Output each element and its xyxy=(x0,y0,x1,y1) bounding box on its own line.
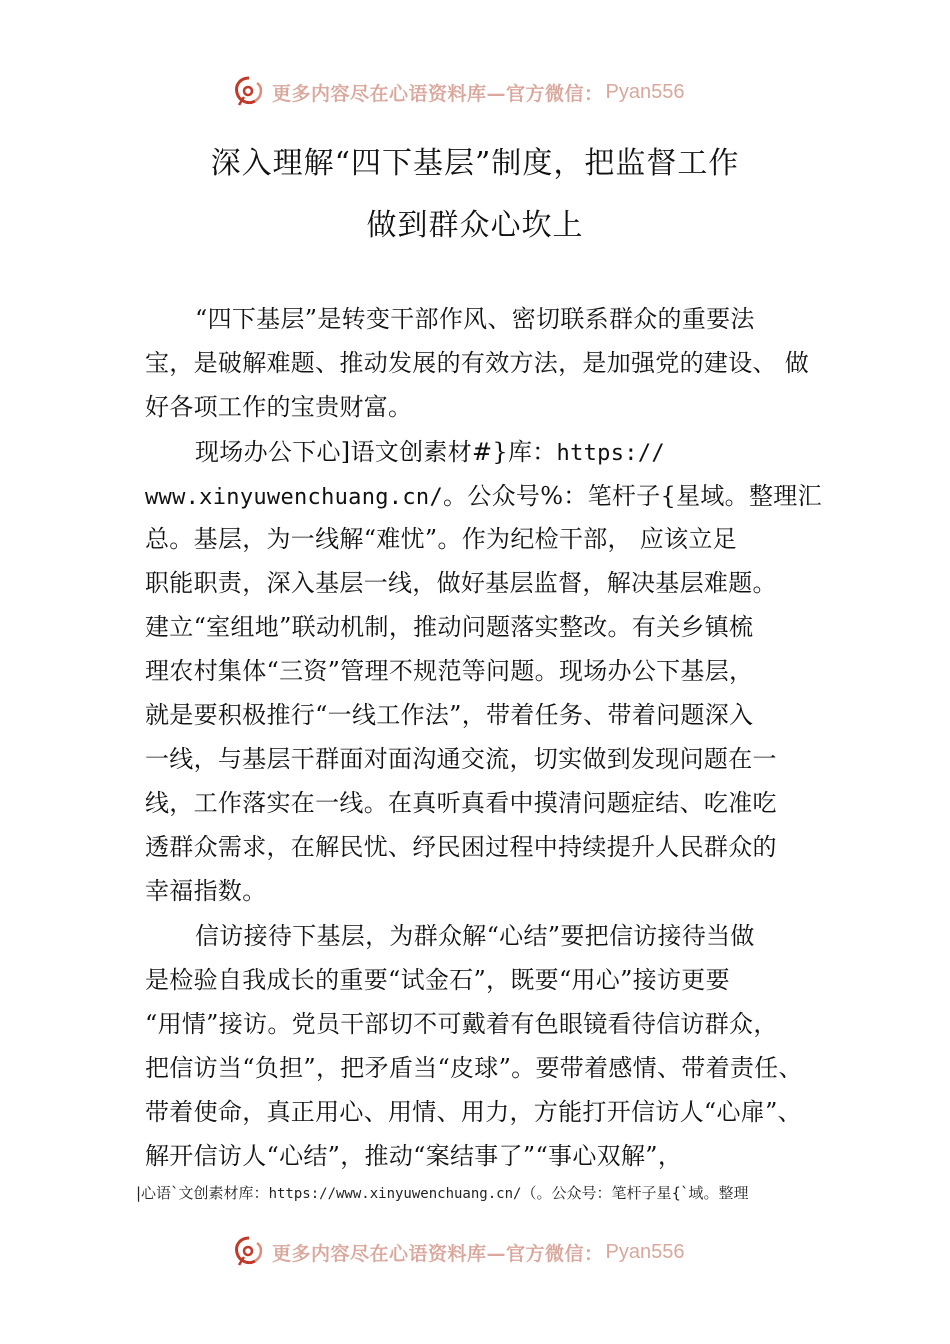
swirl-logo-icon xyxy=(232,75,266,109)
source-url-part-2: www.xinyuwenchuang.cn/ xyxy=(145,485,443,510)
source-url-part-1: https:// xyxy=(556,441,665,466)
paragraph-2-line-4: 职能职责，深入基层一线，做好基层监督，解决基层难题。 xyxy=(145,569,777,597)
paragraph-2-line-11: 幸福指数。 xyxy=(145,877,267,905)
paragraph-3-line-3: “用情”接访。党员干部切不可戴着有色眼镜看待信访群众， xyxy=(145,1010,778,1038)
paragraph-3-line-4: 把信访当“负担”，把矛盾当“皮球”。要带着感情、带着责任、 xyxy=(145,1054,803,1082)
document-title-line-1: 深入理解“四下基层”制度，把监督工作 xyxy=(210,146,740,181)
footer-source-note: （。公众号：笔杆子星{`域。整理 xyxy=(521,1184,749,1202)
paragraph-3-line-6: 解开信访人“心结”，推动“案结事了”“事心双解”， xyxy=(145,1142,683,1170)
paragraph-2-line-2-text: 。公众号%：笔杆子{星域。整理汇 xyxy=(443,482,822,510)
header-banner xyxy=(232,72,732,112)
paragraph-2-line-6: 理农村集体“三资”管理不规范等问题。现场办公下基层， xyxy=(145,657,754,685)
paragraph-2-line-1-text: 现场办公下心]语文创素材#}库： xyxy=(195,438,557,466)
footer-source-url: https://www.xinyuwenchuang.cn/ xyxy=(268,1186,522,1202)
paragraph-1-line-3: 好各项工作的宝贵财富。 xyxy=(145,393,413,421)
banner-wechat-id: Pyan556 xyxy=(605,80,685,103)
banner-text: 更多内容尽在心语资料库—官方微信： xyxy=(272,82,604,105)
footer-source-label: |心语`文创素材库： xyxy=(136,1184,269,1202)
paragraph-3-line-2: 是检验自我成长的重要“试金石”，既要“用心”接访更要 xyxy=(145,966,730,994)
paragraph-2-line-1 xyxy=(195,436,895,470)
paragraph-1-line-1: “四下基层”是转变干部作风、密切联系群众的重要法 xyxy=(195,305,755,333)
swirl-logo-icon xyxy=(232,1235,266,1269)
paragraph-3-line-1: 信访接待下基层，为群众解“心结”要把信访接待当做 xyxy=(195,922,755,950)
paragraph-2-line-8: 一线，与基层干群面对面沟通交流，切实做到发现问题在一 xyxy=(145,745,777,773)
footer-source-line xyxy=(136,1182,836,1203)
paragraph-2-line-9: 线，工作落实在一线。在真听真看中摸清问题症结、吃准吃 xyxy=(145,789,777,817)
paragraph-2-line-2 xyxy=(145,480,845,514)
paragraph-2-line-5: 建立“室组地”联动机制，推动问题落实整改。有关乡镇梳 xyxy=(145,613,754,641)
document-title-line-2: 做到群众心坎上 xyxy=(366,208,584,243)
banner-text: 更多内容尽在心语资料库—官方微信： xyxy=(272,1242,604,1265)
paragraph-3-line-5: 带着使命，真正用心、用情、用力，方能打开信访人“心扉”、 xyxy=(145,1098,802,1126)
paragraph-2-line-10: 透群众需求，在解民忧、纾民困过程中持续提升人民群众的 xyxy=(145,833,777,861)
paragraph-1-line-2: 宝，是破解难题、推动发展的有效方法，是加强党的建设、 做 xyxy=(145,349,810,377)
footer-banner xyxy=(232,1232,732,1272)
paragraph-2-line-3: 总。基层，为一线解“难忧”。作为纪检干部， 应该立足 xyxy=(145,525,737,553)
paragraph-2-line-7: 就是要积极推行“一线工作法”，带着任务、带着问题深入 xyxy=(145,701,754,729)
banner-wechat-id: Pyan556 xyxy=(605,1240,685,1263)
